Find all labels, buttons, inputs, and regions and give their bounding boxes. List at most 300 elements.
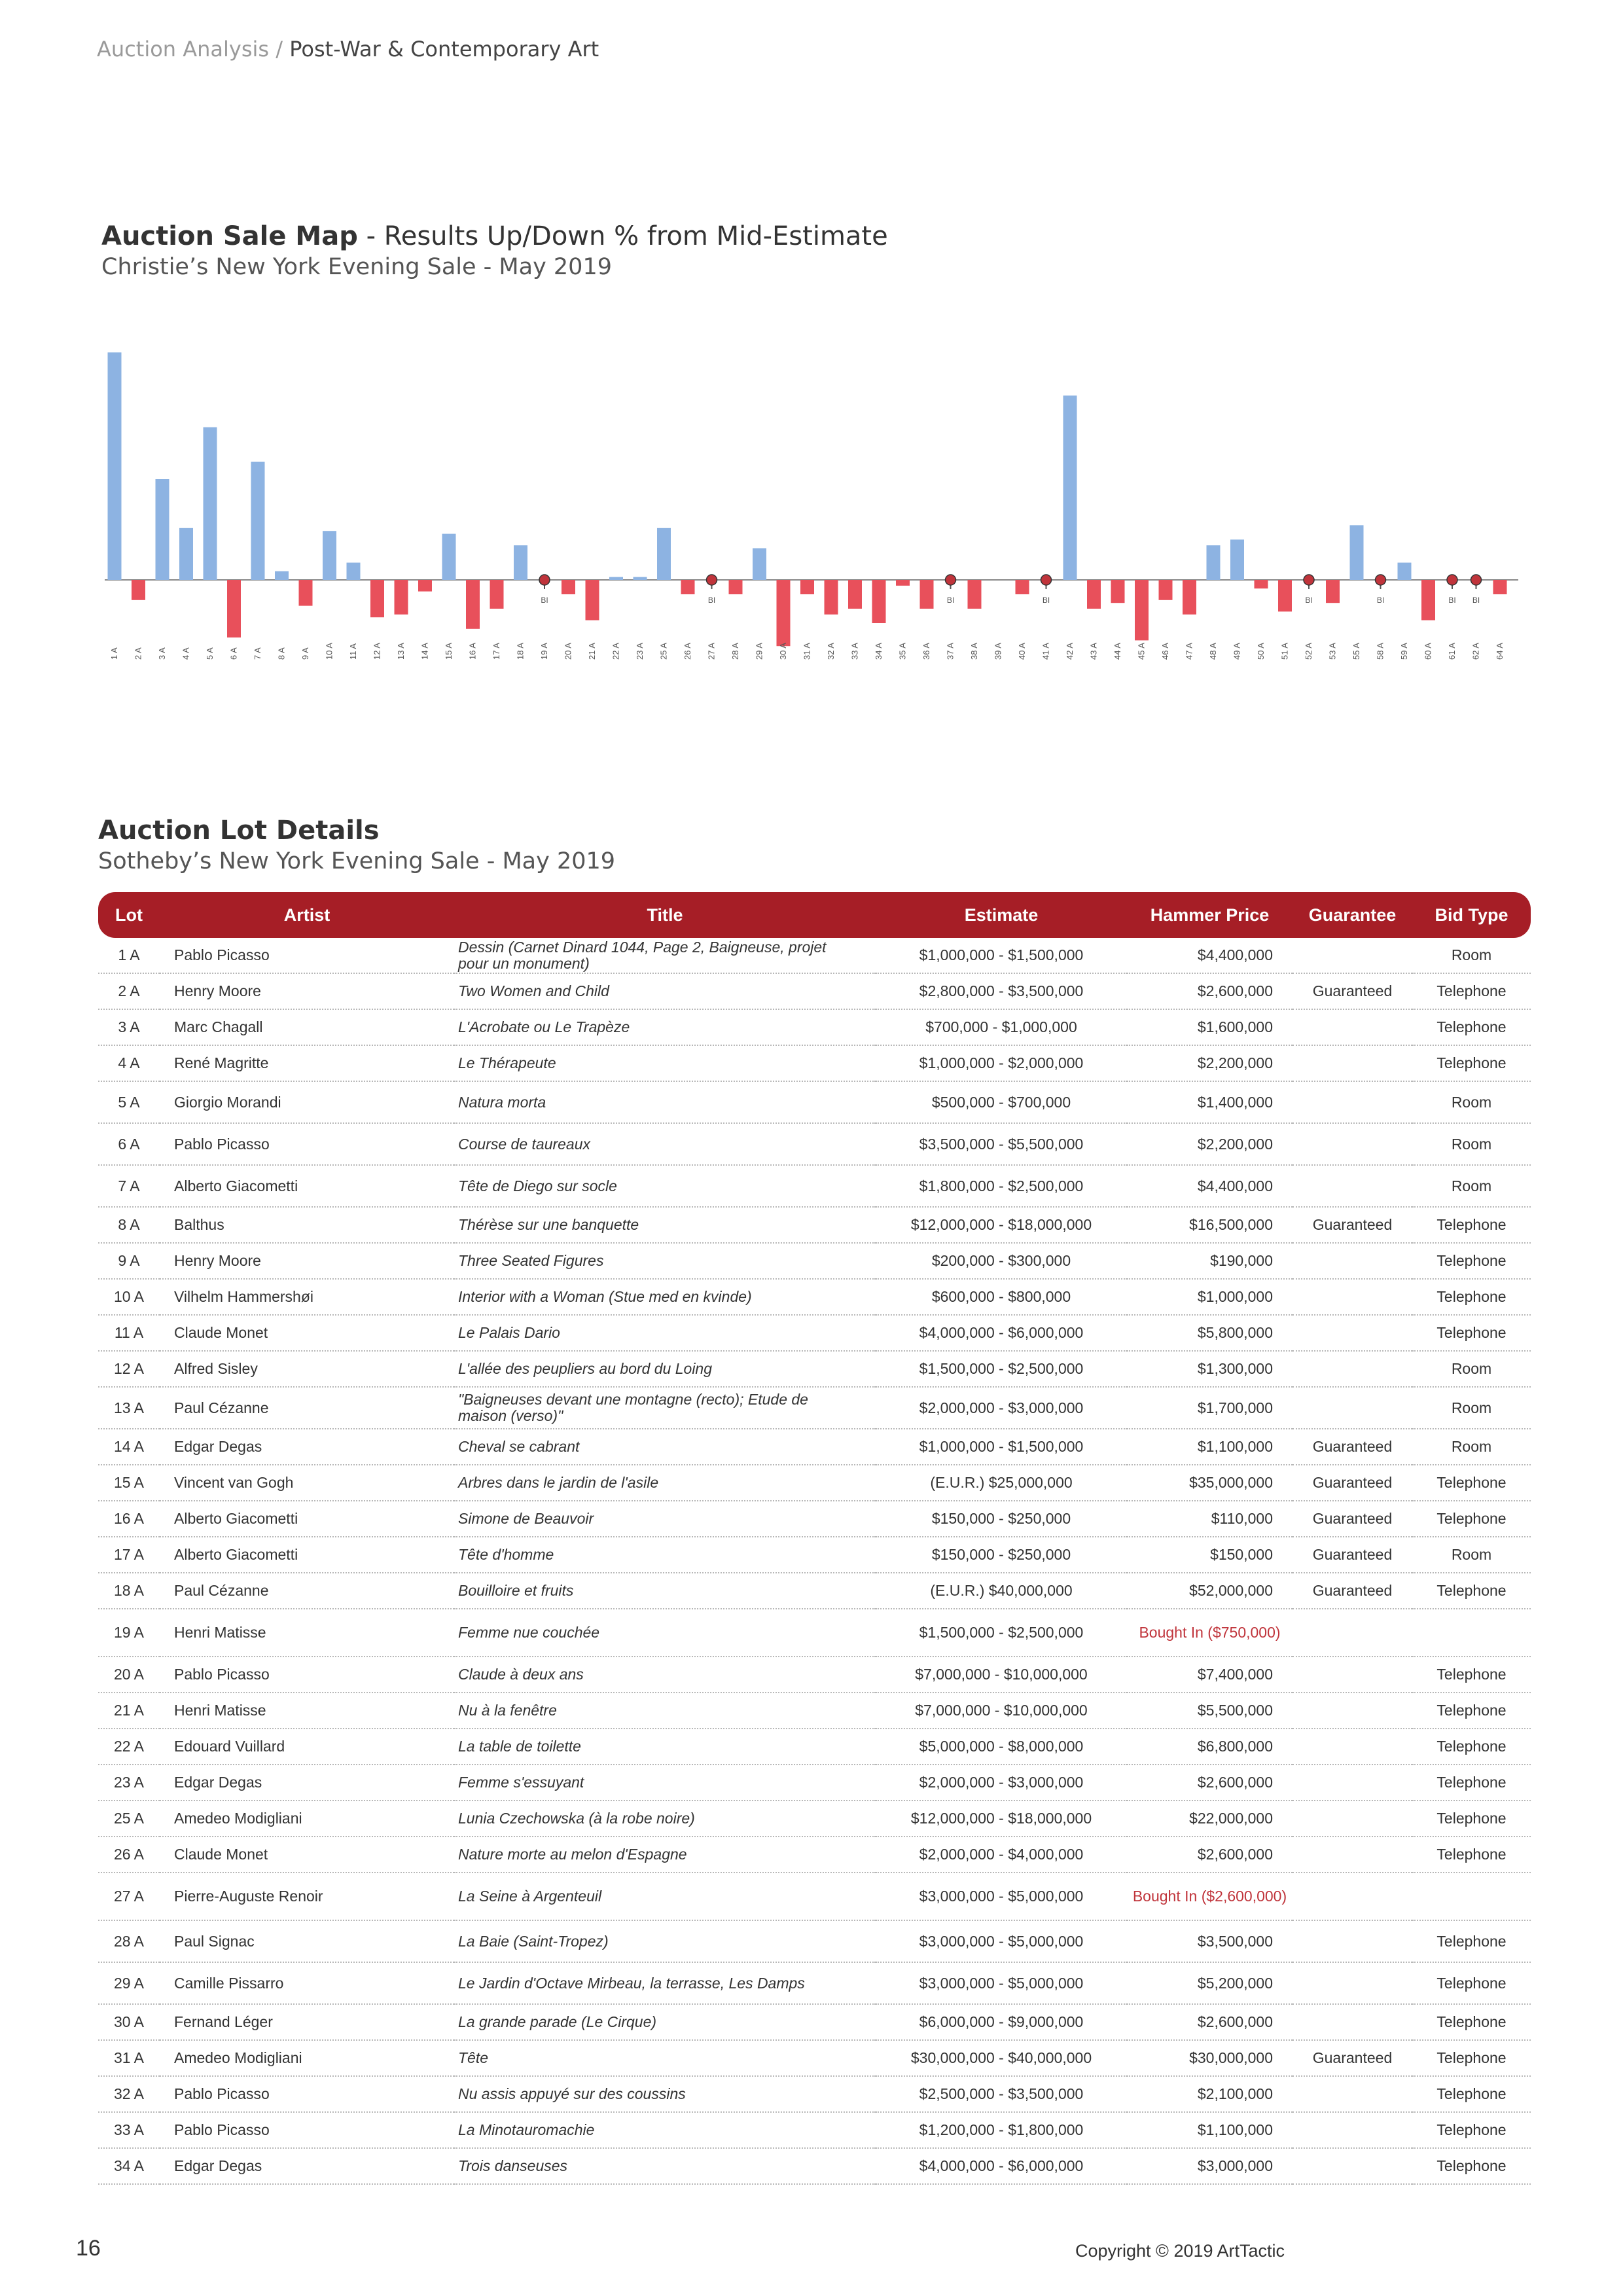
chart-bar bbox=[1111, 580, 1125, 603]
hammer-price-cell: $190,000 bbox=[1127, 1243, 1293, 1279]
artist-cell: Alberto Giacometti bbox=[160, 1537, 454, 1573]
table-row bbox=[98, 1429, 1531, 1465]
x-tick-label: 28 A bbox=[730, 642, 740, 660]
title-cell: Tête de Diego sur socle bbox=[454, 1165, 876, 1207]
table-row bbox=[98, 1279, 1531, 1315]
col-header-estimate: Estimate bbox=[876, 892, 1127, 938]
artist-cell: Amedeo Modigliani bbox=[160, 1801, 454, 1837]
guarantee-cell: Guaranteed bbox=[1293, 1537, 1412, 1573]
col-header-hammer-price: Hammer Price bbox=[1127, 892, 1293, 938]
bid-type-cell: Room bbox=[1412, 1123, 1531, 1165]
x-tick-label: 15 A bbox=[444, 642, 454, 660]
chart-bar bbox=[1493, 580, 1507, 594]
x-tick-label: 33 A bbox=[849, 642, 860, 660]
chart-bar bbox=[562, 580, 575, 594]
artist-cell: Pablo Picasso bbox=[160, 1123, 454, 1165]
chart-bar bbox=[1230, 539, 1244, 580]
x-tick-label: 38 A bbox=[969, 642, 979, 660]
bought-in-label: BI bbox=[946, 596, 955, 605]
title-cell: Claude à deux ans bbox=[454, 1657, 876, 1693]
x-tick-label: 61 A bbox=[1447, 642, 1457, 660]
chart-bar bbox=[1207, 545, 1221, 580]
lot-cell: 21 A bbox=[98, 1693, 160, 1729]
title-cell: Three Seated Figures bbox=[454, 1243, 876, 1279]
bid-type-cell: Telephone bbox=[1412, 2076, 1531, 2112]
chart-bar bbox=[1087, 580, 1101, 609]
lot-cell: 4 A bbox=[98, 1045, 160, 1081]
title-cell: Bouilloire et fruits bbox=[454, 1573, 876, 1609]
x-tick-label: 26 A bbox=[683, 642, 692, 660]
sale-map-title-bold: Auction Sale Map bbox=[101, 221, 358, 251]
table-row bbox=[98, 1081, 1531, 1123]
artist-cell: Paul Cézanne bbox=[160, 1573, 454, 1609]
table-header-row bbox=[98, 892, 1531, 938]
table-row bbox=[98, 1573, 1531, 1609]
chart-bar bbox=[108, 352, 122, 580]
x-tick-label: 5 A bbox=[205, 647, 215, 660]
breadcrumb bbox=[97, 37, 599, 62]
table-row bbox=[98, 1962, 1531, 2004]
hammer-price-cell: $7,400,000 bbox=[1127, 1657, 1293, 1693]
guarantee-cell bbox=[1293, 1123, 1412, 1165]
chart-bar bbox=[633, 577, 647, 580]
title-cell: Nature morte au melon d'Espagne bbox=[454, 1837, 876, 1873]
x-tick-label: 19 A bbox=[539, 642, 549, 660]
table-row bbox=[98, 2004, 1531, 2040]
bought-in-marker bbox=[1041, 575, 1052, 585]
page-number: 16 bbox=[76, 2236, 101, 2261]
hammer-price-cell: $5,800,000 bbox=[1127, 1315, 1293, 1351]
guarantee-cell bbox=[1293, 2148, 1412, 2184]
guarantee-cell bbox=[1293, 1165, 1412, 1207]
bid-type-cell: Room bbox=[1412, 1429, 1531, 1465]
title-cell: Lunia Czechowska (à la robe noire) bbox=[454, 1801, 876, 1837]
estimate-cell: $1,000,000 - $1,500,000 bbox=[876, 1429, 1127, 1465]
lot-cell: 33 A bbox=[98, 2112, 160, 2148]
bid-type-cell: Telephone bbox=[1412, 1693, 1531, 1729]
bought-in-label: BI bbox=[1305, 596, 1313, 605]
lot-cell: 26 A bbox=[98, 1837, 160, 1873]
lot-cell: 23 A bbox=[98, 1765, 160, 1801]
artist-cell: Pablo Picasso bbox=[160, 938, 454, 973]
chart-bar bbox=[777, 580, 791, 646]
col-header-artist: Artist bbox=[160, 892, 454, 938]
lot-cell: 14 A bbox=[98, 1429, 160, 1465]
chart-bar bbox=[323, 531, 336, 580]
hammer-price-cell: $3,000,000 bbox=[1127, 2148, 1293, 2184]
x-tick-label: 14 A bbox=[419, 642, 430, 660]
hammer-price-cell: $4,400,000 bbox=[1127, 1165, 1293, 1207]
title-cell: Interior with a Woman (Stue med en kvinde) bbox=[454, 1279, 876, 1315]
x-tick-label: 20 A bbox=[563, 642, 573, 660]
artist-cell: Alfred Sisley bbox=[160, 1351, 454, 1387]
estimate-cell: $7,000,000 - $10,000,000 bbox=[876, 1693, 1127, 1729]
x-tick-label: 37 A bbox=[945, 642, 955, 660]
x-tick-label: 21 A bbox=[587, 642, 597, 660]
hammer-price-cell: $1,000,000 bbox=[1127, 1279, 1293, 1315]
chart-bar bbox=[156, 479, 169, 580]
bought-in-marker bbox=[707, 575, 717, 585]
estimate-cell: $12,000,000 - $18,000,000 bbox=[876, 1207, 1127, 1243]
x-tick-label: 43 A bbox=[1088, 642, 1099, 660]
chart-bar bbox=[1278, 580, 1292, 611]
hammer-price-cell: $35,000,000 bbox=[1127, 1465, 1293, 1501]
bid-type-cell: Room bbox=[1412, 1351, 1531, 1387]
guarantee-cell bbox=[1293, 1693, 1412, 1729]
guarantee-cell bbox=[1293, 1765, 1412, 1801]
title-cell: Two Women and Child bbox=[454, 973, 876, 1009]
artist-cell: Claude Monet bbox=[160, 1315, 454, 1351]
estimate-cell: $3,000,000 - $5,000,000 bbox=[876, 1920, 1127, 1962]
col-header-guarantee: Guarantee bbox=[1293, 892, 1412, 938]
table-row bbox=[98, 1207, 1531, 1243]
table-row bbox=[98, 1009, 1531, 1045]
lot-details-title: Auction Lot Details bbox=[98, 816, 380, 846]
bought-in-marker bbox=[1304, 575, 1314, 585]
x-tick-label: 12 A bbox=[372, 642, 382, 660]
estimate-cell: $700,000 - $1,000,000 bbox=[876, 1009, 1127, 1045]
artist-cell: Henry Moore bbox=[160, 1243, 454, 1279]
chart-bar bbox=[1421, 580, 1435, 620]
col-header-bid-type: Bid Type bbox=[1412, 892, 1531, 938]
x-tick-label: 45 A bbox=[1136, 642, 1147, 660]
lot-cell: 1 A bbox=[98, 938, 160, 973]
chart-bar bbox=[753, 548, 766, 580]
x-tick-label: 62 A bbox=[1471, 642, 1481, 660]
x-tick-label: 35 A bbox=[897, 642, 908, 660]
lot-cell: 13 A bbox=[98, 1387, 160, 1429]
bid-type-cell: Telephone bbox=[1412, 1045, 1531, 1081]
chart-bar bbox=[370, 580, 384, 617]
chart-bar bbox=[848, 580, 862, 609]
artist-cell: René Magritte bbox=[160, 1045, 454, 1081]
x-tick-label: 50 A bbox=[1256, 642, 1266, 660]
breadcrumb-current: Post-War & Contemporary Art bbox=[289, 37, 599, 62]
estimate-cell: $1,500,000 - $2,500,000 bbox=[876, 1351, 1127, 1387]
guarantee-cell: Guaranteed bbox=[1293, 1465, 1412, 1501]
table-row bbox=[98, 1123, 1531, 1165]
chart-bar bbox=[825, 580, 838, 615]
sale-map-chart bbox=[98, 340, 1525, 681]
hammer-price-cell: $2,600,000 bbox=[1127, 1837, 1293, 1873]
hammer-price-cell: $22,000,000 bbox=[1127, 1801, 1293, 1837]
artist-cell: Paul Signac bbox=[160, 1920, 454, 1962]
chart-bar bbox=[466, 580, 480, 629]
x-tick-label: 31 A bbox=[802, 642, 812, 660]
bid-type-cell bbox=[1412, 1609, 1531, 1657]
chart-bar bbox=[490, 580, 504, 609]
x-tick-label: 25 A bbox=[658, 642, 669, 660]
artist-cell: Henri Matisse bbox=[160, 1609, 454, 1657]
bid-type-cell: Telephone bbox=[1412, 2004, 1531, 2040]
chart-bar bbox=[1183, 580, 1196, 615]
chart-bar bbox=[896, 580, 910, 586]
chart-bar bbox=[179, 528, 193, 580]
title-cell: Le Palais Dario bbox=[454, 1315, 876, 1351]
hammer-price-cell: $3,500,000 bbox=[1127, 1920, 1293, 1962]
lot-cell: 10 A bbox=[98, 1279, 160, 1315]
guarantee-cell bbox=[1293, 2112, 1412, 2148]
x-tick-label: 7 A bbox=[253, 647, 262, 660]
chart-bar bbox=[418, 580, 432, 592]
guarantee-cell bbox=[1293, 1081, 1412, 1123]
x-tick-label: 64 A bbox=[1495, 642, 1505, 660]
x-tick-label: 40 A bbox=[1017, 642, 1027, 660]
guarantee-cell bbox=[1293, 1837, 1412, 1873]
guarantee-cell: Guaranteed bbox=[1293, 1207, 1412, 1243]
title-cell: Arbres dans le jardin de l'asile bbox=[454, 1465, 876, 1501]
chart-bar bbox=[1016, 580, 1029, 594]
title-cell: L'allée des peupliers au bord du Loing bbox=[454, 1351, 876, 1387]
lot-cell: 2 A bbox=[98, 973, 160, 1009]
title-cell: Thérèse sur une banquette bbox=[454, 1207, 876, 1243]
lot-cell: 19 A bbox=[98, 1609, 160, 1657]
x-tick-label: 32 A bbox=[826, 642, 836, 660]
bid-type-cell: Telephone bbox=[1412, 1465, 1531, 1501]
lot-cell: 7 A bbox=[98, 1165, 160, 1207]
title-cell: Nu assis appuyé sur des coussins bbox=[454, 2076, 876, 2112]
table-row bbox=[98, 1729, 1531, 1765]
x-tick-label: 8 A bbox=[276, 647, 287, 660]
estimate-cell: $2,000,000 - $3,000,000 bbox=[876, 1387, 1127, 1429]
lot-cell: 16 A bbox=[98, 1501, 160, 1537]
chart-bar bbox=[872, 580, 886, 623]
sale-map-title bbox=[101, 221, 888, 251]
guarantee-cell bbox=[1293, 1920, 1412, 1962]
chart-bar bbox=[657, 528, 671, 580]
table-row bbox=[98, 1165, 1531, 1207]
hammer-price-cell: $2,600,000 bbox=[1127, 1765, 1293, 1801]
chart-bar bbox=[251, 462, 265, 580]
title-cell: La table de toilette bbox=[454, 1729, 876, 1765]
guarantee-cell bbox=[1293, 1962, 1412, 2004]
estimate-cell: $1,000,000 - $2,000,000 bbox=[876, 1045, 1127, 1081]
table-row bbox=[98, 2148, 1531, 2184]
guarantee-cell bbox=[1293, 1729, 1412, 1765]
guarantee-cell bbox=[1293, 1315, 1412, 1351]
chart-bar bbox=[204, 427, 217, 580]
guarantee-cell bbox=[1293, 1873, 1412, 1920]
estimate-cell: $2,000,000 - $3,000,000 bbox=[876, 1765, 1127, 1801]
hammer-price-cell: Bought In ($750,000) bbox=[1127, 1609, 1293, 1657]
chart-bar bbox=[1159, 580, 1173, 600]
hammer-price-cell: $6,800,000 bbox=[1127, 1729, 1293, 1765]
table-row bbox=[98, 1315, 1531, 1351]
title-cell: Femme nue couchée bbox=[454, 1609, 876, 1657]
artist-cell: Vincent van Gogh bbox=[160, 1465, 454, 1501]
bid-type-cell: Telephone bbox=[1412, 1962, 1531, 2004]
bid-type-cell: Telephone bbox=[1412, 1243, 1531, 1279]
bought-in-label: BI bbox=[1448, 596, 1456, 605]
x-tick-label: 60 A bbox=[1423, 642, 1433, 660]
bid-type-cell: Telephone bbox=[1412, 1207, 1531, 1243]
guarantee-cell bbox=[1293, 1657, 1412, 1693]
chart-bar bbox=[1350, 525, 1364, 580]
bought-in-marker bbox=[1376, 575, 1386, 585]
bought-in-marker bbox=[946, 575, 956, 585]
artist-cell: Henri Matisse bbox=[160, 1693, 454, 1729]
table-row bbox=[98, 1045, 1531, 1081]
estimate-cell: $600,000 - $800,000 bbox=[876, 1279, 1127, 1315]
chart-bar bbox=[514, 545, 527, 580]
guarantee-cell bbox=[1293, 938, 1412, 973]
artist-cell: Alberto Giacometti bbox=[160, 1501, 454, 1537]
bid-type-cell: Telephone bbox=[1412, 1657, 1531, 1693]
artist-cell: Amedeo Modigliani bbox=[160, 2040, 454, 2076]
x-tick-label: 10 A bbox=[324, 642, 334, 660]
hammer-price-cell: $52,000,000 bbox=[1127, 1573, 1293, 1609]
bid-type-cell: Telephone bbox=[1412, 1801, 1531, 1837]
artist-cell: Vilhelm Hammershøi bbox=[160, 1279, 454, 1315]
estimate-cell: $12,000,000 - $18,000,000 bbox=[876, 1801, 1127, 1837]
guarantee-cell: Guaranteed bbox=[1293, 1573, 1412, 1609]
lot-cell: 20 A bbox=[98, 1657, 160, 1693]
lot-cell: 25 A bbox=[98, 1801, 160, 1837]
chart-bar bbox=[1255, 580, 1268, 588]
bid-type-cell: Room bbox=[1412, 1081, 1531, 1123]
hammer-price-cell: $2,600,000 bbox=[1127, 973, 1293, 1009]
artist-cell: Edgar Degas bbox=[160, 2148, 454, 2184]
table-row bbox=[98, 1765, 1531, 1801]
x-tick-label: 53 A bbox=[1327, 642, 1338, 660]
title-cell: Le Thérapeute bbox=[454, 1045, 876, 1081]
lot-cell: 15 A bbox=[98, 1465, 160, 1501]
hammer-price-cell: $1,100,000 bbox=[1127, 2112, 1293, 2148]
lot-cell: 34 A bbox=[98, 2148, 160, 2184]
title-cell: Course de taureaux bbox=[454, 1123, 876, 1165]
x-tick-label: 27 A bbox=[706, 642, 717, 660]
copyright: Copyright © 2019 ArtTactic bbox=[1075, 2241, 1285, 2261]
x-tick-label: 36 A bbox=[921, 642, 931, 660]
bid-type-cell: Telephone bbox=[1412, 2112, 1531, 2148]
chart-bar bbox=[395, 580, 408, 615]
title-cell: La Baie (Saint-Tropez) bbox=[454, 1920, 876, 1962]
bought-in-label: BI bbox=[707, 596, 716, 605]
hammer-price-cell: $2,200,000 bbox=[1127, 1045, 1293, 1081]
artist-cell: Paul Cézanne bbox=[160, 1387, 454, 1429]
chart-bar bbox=[347, 563, 361, 580]
hammer-price-cell: $30,000,000 bbox=[1127, 2040, 1293, 2076]
sale-map-title-rest: - Results Up/Down % from Mid-Estimate bbox=[357, 221, 888, 251]
x-tick-label: 44 A bbox=[1113, 642, 1122, 660]
hammer-price-cell: $1,700,000 bbox=[1127, 1387, 1293, 1429]
guarantee-cell bbox=[1293, 1609, 1412, 1657]
table-row bbox=[98, 2040, 1531, 2076]
x-tick-label: 22 A bbox=[611, 642, 621, 660]
table-row bbox=[98, 1465, 1531, 1501]
x-tick-label: 3 A bbox=[157, 647, 167, 660]
chart-bar bbox=[920, 580, 934, 609]
x-tick-label: 16 A bbox=[467, 642, 478, 660]
artist-cell: Alberto Giacometti bbox=[160, 1165, 454, 1207]
sale-map-subtitle: Christie’s New York Evening Sale - May 2019 bbox=[101, 254, 612, 280]
col-header-title: Title bbox=[454, 892, 876, 938]
hammer-price-cell: $1,400,000 bbox=[1127, 1081, 1293, 1123]
estimate-cell: $1,500,000 - $2,500,000 bbox=[876, 1609, 1127, 1657]
guarantee-cell bbox=[1293, 1387, 1412, 1429]
estimate-cell: $150,000 - $250,000 bbox=[876, 1501, 1127, 1537]
estimate-cell: $30,000,000 - $40,000,000 bbox=[876, 2040, 1127, 2076]
lot-details-subtitle: Sotheby’s New York Evening Sale - May 2019 bbox=[98, 848, 616, 874]
hammer-price-cell: $5,200,000 bbox=[1127, 1962, 1293, 2004]
chart-bar bbox=[968, 580, 982, 609]
guarantee-cell: Guaranteed bbox=[1293, 1501, 1412, 1537]
breadcrumb-section: Auction Analysis bbox=[97, 37, 270, 62]
x-tick-label: 34 A bbox=[874, 642, 883, 660]
artist-cell: Marc Chagall bbox=[160, 1009, 454, 1045]
estimate-cell: $5,000,000 - $8,000,000 bbox=[876, 1729, 1127, 1765]
table-row bbox=[98, 1873, 1531, 1920]
x-tick-label: 2 A bbox=[133, 647, 143, 660]
chart-bar bbox=[299, 580, 313, 606]
guarantee-cell bbox=[1293, 1009, 1412, 1045]
table-row bbox=[98, 1387, 1531, 1429]
hammer-price-cell: $2,200,000 bbox=[1127, 1123, 1293, 1165]
bid-type-cell: Room bbox=[1412, 1537, 1531, 1573]
estimate-cell: $500,000 - $700,000 bbox=[876, 1081, 1127, 1123]
table-row bbox=[98, 2076, 1531, 2112]
x-tick-label: 41 A bbox=[1041, 642, 1051, 660]
title-cell: La grande parade (Le Cirque) bbox=[454, 2004, 876, 2040]
x-tick-label: 29 A bbox=[754, 642, 764, 660]
lot-cell: 29 A bbox=[98, 1962, 160, 2004]
bid-type-cell: Telephone bbox=[1412, 1920, 1531, 1962]
title-cell: Nu à la fenêtre bbox=[454, 1693, 876, 1729]
estimate-cell: (E.U.R.) $25,000,000 bbox=[876, 1465, 1127, 1501]
lot-cell: 9 A bbox=[98, 1243, 160, 1279]
artist-cell: Henry Moore bbox=[160, 973, 454, 1009]
x-tick-label: 47 A bbox=[1184, 642, 1194, 660]
table-row bbox=[98, 1609, 1531, 1657]
table-row bbox=[98, 1243, 1531, 1279]
estimate-cell: $2,500,000 - $3,500,000 bbox=[876, 2076, 1127, 2112]
hammer-price-cell: $1,600,000 bbox=[1127, 1009, 1293, 1045]
lot-cell: 22 A bbox=[98, 1729, 160, 1765]
artist-cell: Pablo Picasso bbox=[160, 2076, 454, 2112]
table-row bbox=[98, 1920, 1531, 1962]
title-cell: Cheval se cabrant bbox=[454, 1429, 876, 1465]
table-row bbox=[98, 1837, 1531, 1873]
bid-type-cell: Room bbox=[1412, 938, 1531, 973]
bid-type-cell: Telephone bbox=[1412, 2148, 1531, 2184]
hammer-price-cell: $4,400,000 bbox=[1127, 938, 1293, 973]
chart-bar bbox=[442, 534, 456, 580]
estimate-cell: $150,000 - $250,000 bbox=[876, 1537, 1127, 1573]
col-header-lot: Lot bbox=[98, 892, 160, 938]
table-row bbox=[98, 1801, 1531, 1837]
x-tick-label: 58 A bbox=[1375, 642, 1385, 660]
chart-bar bbox=[609, 577, 623, 580]
chart-bar bbox=[586, 580, 599, 620]
bid-type-cell: Telephone bbox=[1412, 2040, 1531, 2076]
x-tick-label: 52 A bbox=[1304, 642, 1313, 660]
lot-cell: 30 A bbox=[98, 2004, 160, 2040]
guarantee-cell bbox=[1293, 2076, 1412, 2112]
lot-cell: 3 A bbox=[98, 1009, 160, 1045]
x-tick-label: 42 A bbox=[1065, 642, 1075, 660]
lot-cell: 12 A bbox=[98, 1351, 160, 1387]
chart-bar bbox=[729, 580, 743, 594]
hammer-price-cell: $1,100,000 bbox=[1127, 1429, 1293, 1465]
bid-type-cell: Telephone bbox=[1412, 1837, 1531, 1873]
table-row bbox=[98, 1351, 1531, 1387]
bid-type-cell: Room bbox=[1412, 1165, 1531, 1207]
x-tick-label: 46 A bbox=[1160, 642, 1170, 660]
x-tick-label: 11 A bbox=[348, 643, 358, 660]
estimate-cell: $2,000,000 - $4,000,000 bbox=[876, 1837, 1127, 1873]
title-cell: "Baigneuses devant une montagne (recto); Etude de maison (verso)" bbox=[454, 1387, 876, 1429]
bought-in-label: BI bbox=[1376, 596, 1385, 605]
